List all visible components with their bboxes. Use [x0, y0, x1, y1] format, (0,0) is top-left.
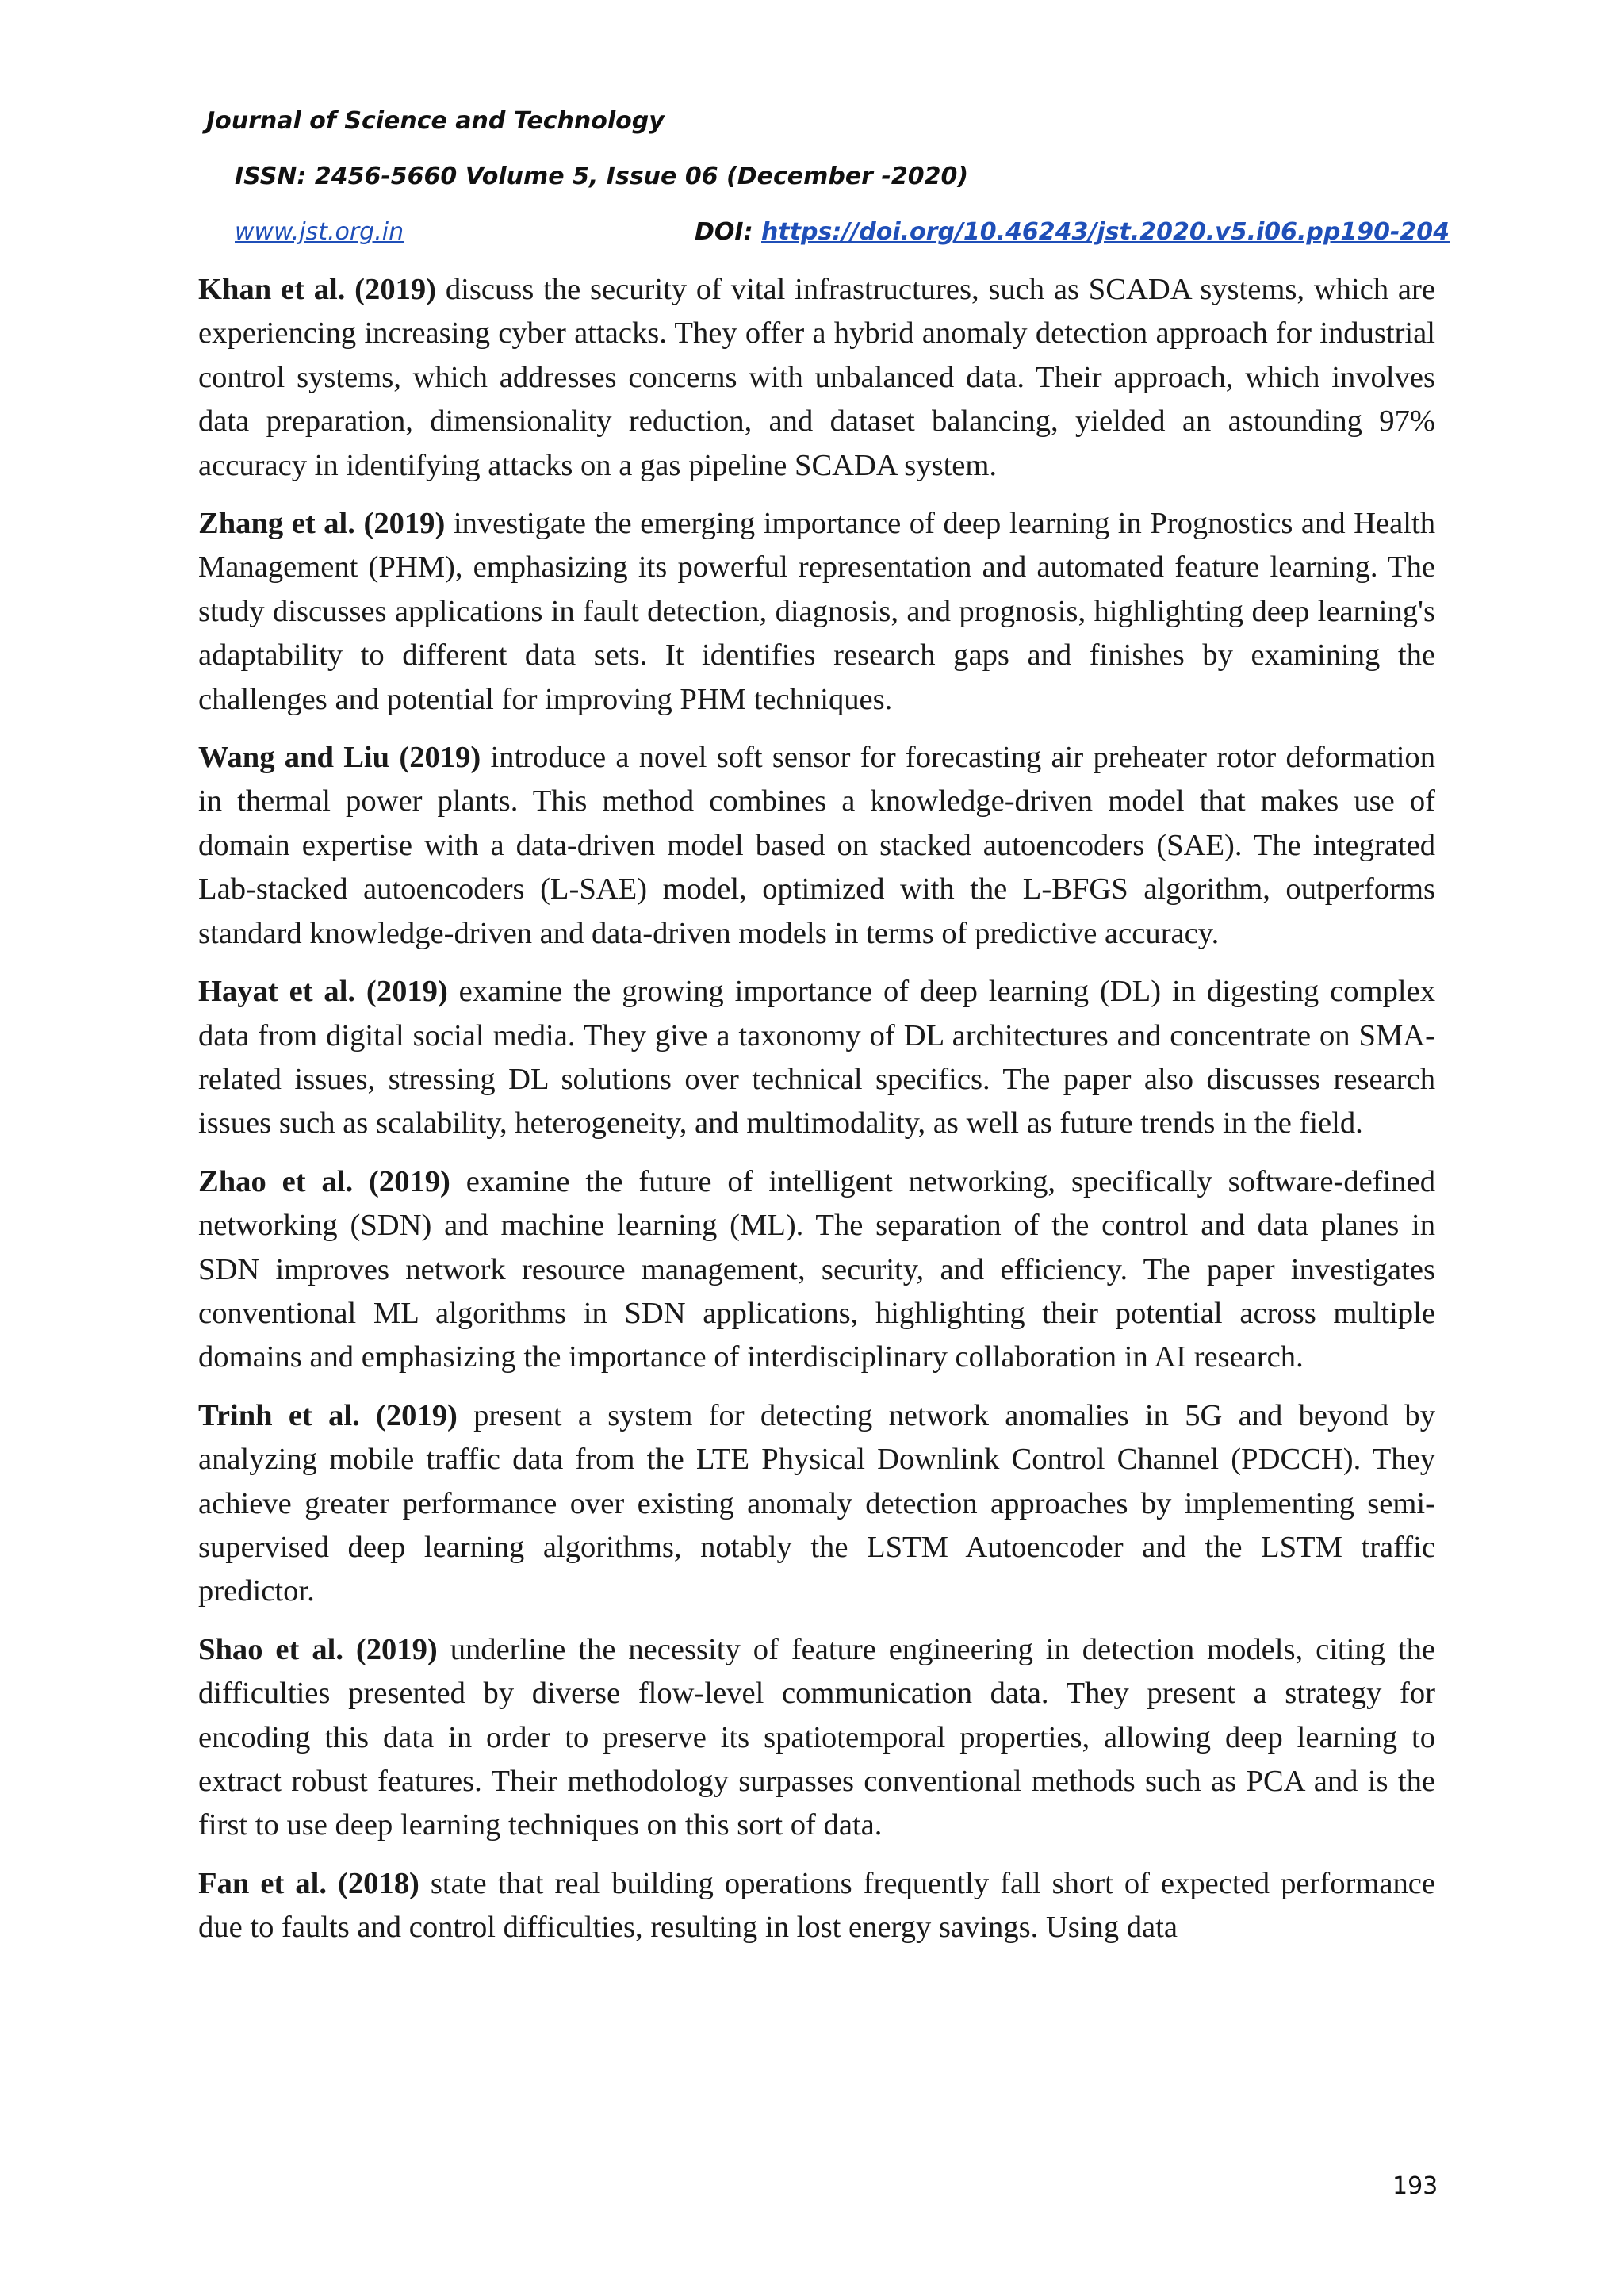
paragraph-text: examine the future of intelligent networking, specifically software-defined networking (SDN) and machine learning (ML). The separation of the control and data planes in SDN improves network resource management, security, and efficiency. The paper investigates conventional ML algorithms in SDN applications, highlighting their potential across multiple domains and emphasizing the importance of interdisciplinary collaboration in AI research. [198, 1164, 1435, 1374]
paragraph-wang-liu [198, 736, 1435, 956]
paragraph-shao [198, 1628, 1435, 1848]
paragraph-text: present a system for detecting network anomalies in 5G and beyond by analyzing mobile traffic data from the LTE Physical Downlink Control Channel (PDCCH). They achieve greater performance over existing anomaly detection approaches by implementing semi-supervised deep learning algorithms, notably the LSTM Autoencoder and the LSTM traffic predictor. [198, 1398, 1435, 1608]
author-citation: Wang and Liu (2019) [198, 741, 481, 775]
article-body [198, 268, 1435, 1964]
paragraph-text: introduce a novel soft sensor for forecasting air preheater rotor deformation in thermal power plants. This method combines a knowledge-driven model that makes use of domain expertise with a data-driven model based on stacked autoencoders (SAE). The integrated Lab-stacked autoencoders (L-SAE) model, optimized with the L-BFGS algorithm, outperforms standard knowledge-driven and data-driven models in terms of predictive accuracy. [198, 741, 1436, 950]
author-citation: Hayat et al. (2019) [198, 975, 448, 1009]
author-citation: Shao et al. (2019) [198, 1632, 438, 1666]
paragraph-trinh [198, 1394, 1435, 1614]
author-citation: Trinh et al. (2019) [198, 1398, 458, 1432]
doi-block [695, 218, 1450, 246]
paragraph-text: state that real building operations frequently fall short of expected performance due to faults and control difficulties, resulting in lost energy savings. Using data [198, 1866, 1435, 1945]
issn-line: ISSN: 2456-5660 Volume 5, Issue 06 (December -2020) [235, 163, 969, 190]
paragraph-text: underline the necessity of feature engineering in detection models, citing the difficulties presented by diverse flow-level communication data. They present a strategy for encoding this data in order to preserve its spatiotemporal properties, allowing deep learning to extract robust features. Their methodology surpasses conventional methods such as PCA and is the first to use deep learning techniques on this sort of data. [198, 1632, 1435, 1842]
paragraph-fan [198, 1862, 1435, 1950]
author-citation: Zhang et al. (2019) [198, 507, 446, 541]
doi-link[interactable]: https://doi.org/10.46243/jst.2020.v5.i06.pp190-204 [761, 218, 1450, 246]
author-citation: Fan et al. (2018) [198, 1866, 419, 1900]
journal-title: Journal of Science and Technology [206, 107, 665, 135]
website-link[interactable]: www.jst.org.in [235, 218, 404, 246]
paragraph-hayat [198, 970, 1435, 1146]
paragraph-zhang [198, 502, 1435, 722]
paragraph-text: examine the growing importance of deep learning (DL) in digesting complex data from digital social media. They give a taxonomy of DL architectures and concentrate on SMA-related issues, stressing DL solutions over technical specifics. The paper also discusses research issues such as scalability, heterogeneity, and multimodality, as well as future trends in the field. [198, 975, 1435, 1140]
doi-label: DOI: [695, 218, 762, 246]
paragraph-text: investigate the emerging importance of deep learning in Prognostics and Health Management (PHM), emphasizing its powerful representation and automated feature learning. The study discusses applications in fault detection, diagnosis, and prognosis, highlighting deep learning's adaptability to different data sets. It identifies research gaps and finishes by examining the challenges and potential for improving PHM techniques. [198, 507, 1435, 716]
author-citation: Zhao et al. (2019) [198, 1164, 450, 1198]
author-citation: Khan et al. (2019) [198, 273, 437, 306]
paragraph-zhao [198, 1160, 1435, 1380]
paragraph-text: discuss the security of vital infrastructures, such as SCADA systems, which are experiencing increasing cyber attacks. They offer a hybrid anomaly detection approach for industrial control systems, which addresses concerns with unbalanced data. Their approach, which involves data preparation, dimensionality reduction, and dataset balancing, yielded an astounding 97% accuracy in identifying attacks on a gas pipeline SCADA system. [198, 273, 1435, 482]
paragraph-khan [198, 268, 1435, 488]
page-number: 193 [1392, 2172, 1438, 2200]
